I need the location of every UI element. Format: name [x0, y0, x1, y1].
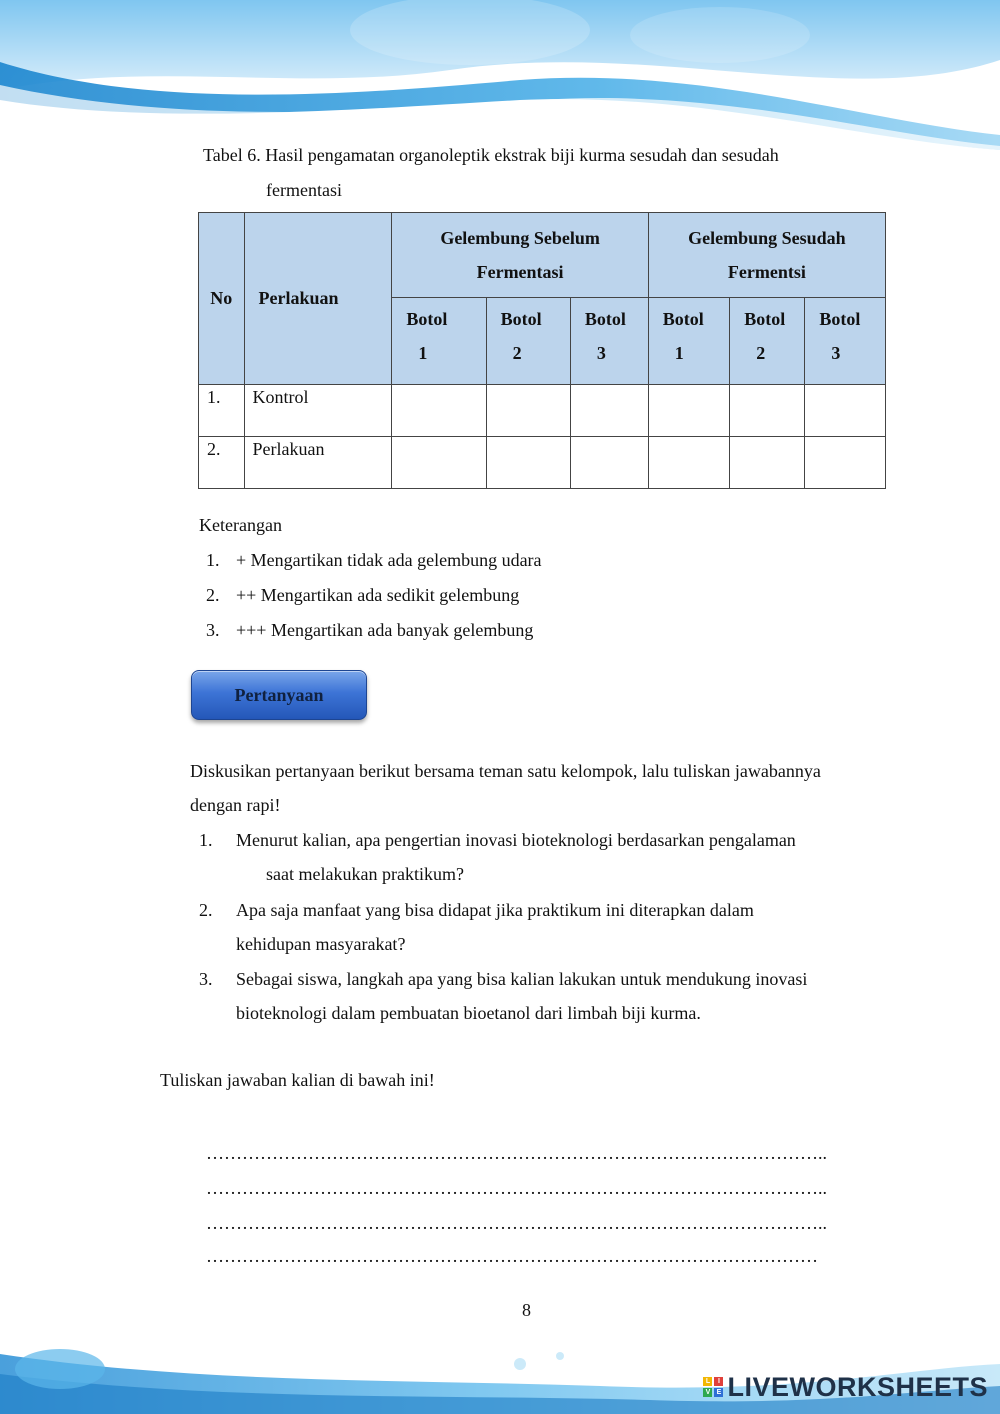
header-botol: Botol 1 [648, 298, 730, 385]
header-perlakuan: Perlakuan [244, 213, 392, 385]
table-cell[interactable] [570, 385, 648, 437]
keterangan-item: 1. + Mengartikan tidak ada gelembung udara [206, 550, 542, 570]
header-botol: Botol 1 [392, 298, 486, 385]
table-cell[interactable] [392, 437, 486, 489]
header-botol: Botol 2 [486, 298, 570, 385]
pertanyaan-button: Pertanyaan [191, 670, 367, 720]
observation-table [198, 212, 886, 489]
logo-grid-icon: L I V E [703, 1377, 723, 1397]
liveworksheets-logo [703, 1370, 988, 1404]
answer-line[interactable]: ………………………………………………………………………………………….. [206, 1143, 827, 1163]
header-botol: Botol 2 [730, 298, 805, 385]
question-item: 2. Apa saja manfaat yang bisa didapat jika praktikum ini diterapkan dalam kehidupan masyarakat? [199, 900, 754, 954]
table-cell[interactable] [730, 437, 805, 489]
header-wave-decoration [0, 0, 1000, 150]
row-perlakuan: Kontrol [244, 385, 392, 437]
instruction-text-cont: dengan rapi! [190, 795, 281, 815]
table-cell[interactable] [805, 437, 886, 489]
table-cell[interactable] [570, 437, 648, 489]
keterangan-item: 2. ++ Mengartikan ada sedikit gelembung [206, 585, 520, 605]
row-perlakuan: Perlakuan [244, 437, 392, 489]
header-before-fermentation: Gelembung Sebelum Fermentasi [392, 213, 648, 298]
answer-line[interactable]: ………………………………………………………………………………………….. [206, 1213, 827, 1233]
table-caption-cont: fermentasi [266, 180, 342, 200]
table-cell[interactable] [486, 437, 570, 489]
table-row [199, 437, 886, 489]
header-after-fermentation: Gelembung Sesudah Fermentsi [648, 213, 885, 298]
header-botol: Botol 3 [570, 298, 648, 385]
table-cell[interactable] [392, 385, 486, 437]
keterangan-title: Keterangan [199, 515, 282, 535]
table-caption: Tabel 6. Hasil pengamatan organoleptik ekstrak biji kurma sesudah dan sesudah [203, 145, 779, 165]
answer-line[interactable]: ………………………………………………………………………………………….. [206, 1178, 827, 1198]
page-number: 8 [522, 1300, 531, 1320]
header-botol: Botol 3 [805, 298, 886, 385]
table-cell[interactable] [730, 385, 805, 437]
row-no: 1. [199, 385, 245, 437]
table-cell[interactable] [486, 385, 570, 437]
keterangan-item: 3. +++ Mengartikan ada banyak gelembung [206, 620, 534, 640]
table-cell[interactable] [648, 437, 730, 489]
answer-prompt: Tuliskan jawaban kalian di bawah ini! [160, 1070, 435, 1090]
answer-line[interactable]: ………………………………………………………………………………………… [206, 1246, 818, 1266]
header-no: No [199, 213, 245, 385]
row-no: 2. [199, 437, 245, 489]
question-item: 1. Menurut kalian, apa pengertian inovasi bioteknologi berdasarkan pengalaman saat melakukan praktikum? [199, 830, 796, 884]
table-row [199, 385, 886, 437]
table-cell[interactable] [805, 385, 886, 437]
question-item: 3. Sebagai siswa, langkah apa yang bisa kalian lakukan untuk mendukung inovasi bioteknologi dalam pembuatan bioetanol dari limbah biji kurma. [199, 969, 808, 1023]
instruction-text: Diskusikan pertanyaan berikut bersama teman satu kelompok, lalu tuliskan jawabannya [190, 761, 821, 781]
logo-text: LIVEWORKSHEETS [727, 1371, 988, 1402]
table-cell[interactable] [648, 385, 730, 437]
